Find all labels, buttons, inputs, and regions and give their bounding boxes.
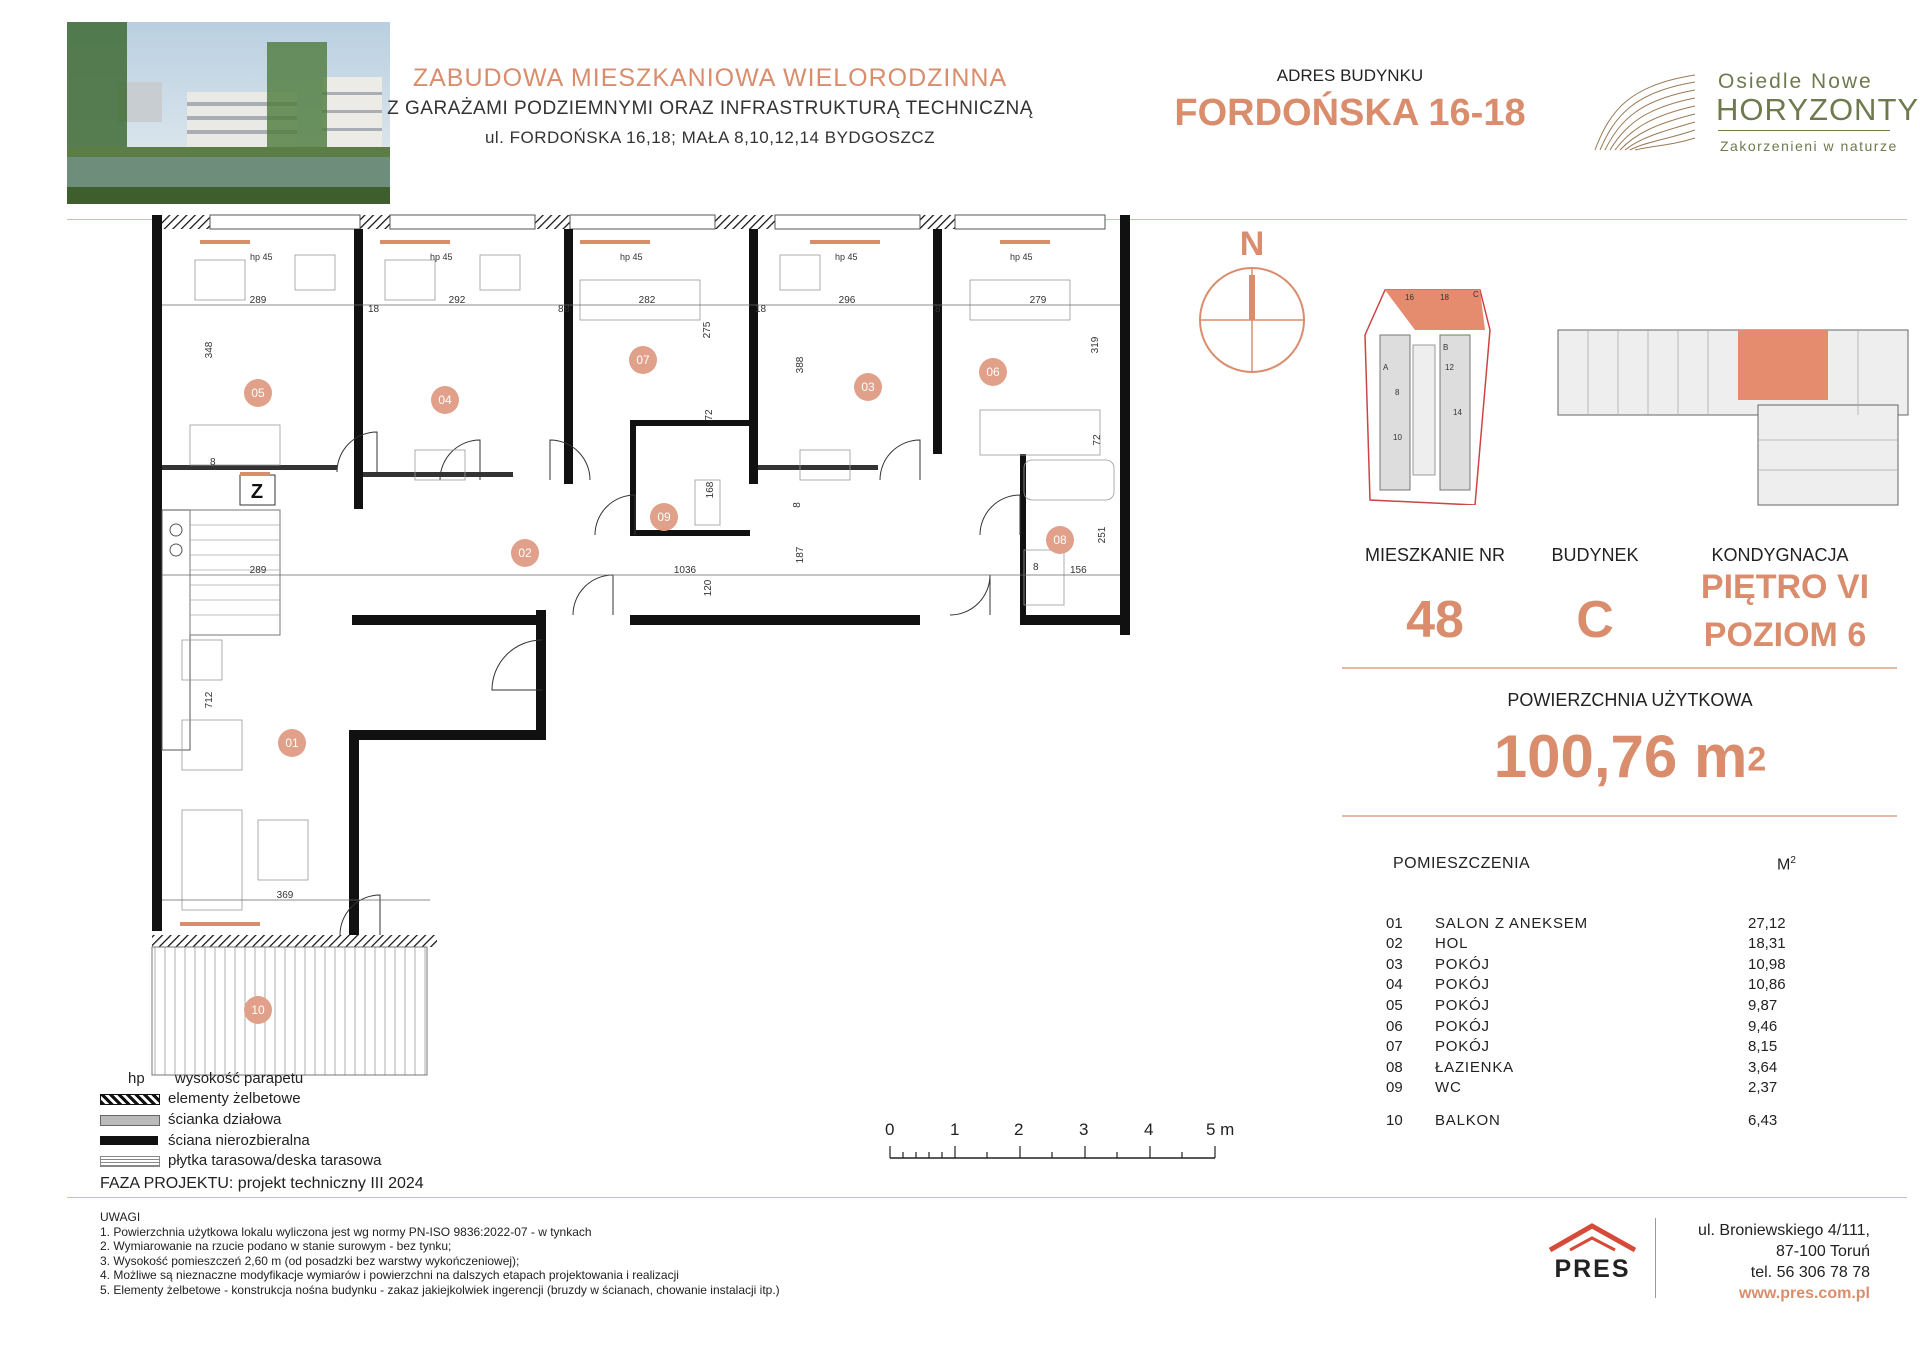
svg-text:hp 45: hp 45 [1010,252,1033,262]
svg-text:369: 369 [276,890,294,901]
scale-label: 3 [1079,1120,1089,1139]
notes-title: UWAGI [100,1210,141,1224]
svg-text:296: 296 [838,295,856,306]
svg-text:8: 8 [210,457,216,468]
entry-door [492,640,542,690]
svg-text:279: 279 [1029,295,1047,306]
svg-text:168: 168 [705,481,716,499]
area-unit-exponent: 2 [1747,740,1767,779]
wall-03-06 [933,229,942,454]
svg-text:C: C [1473,290,1479,299]
wall-05-bottom [162,465,337,470]
hob-burner-icon [170,544,182,556]
svg-text:09: 09 [657,510,671,524]
developer-name: PRES [1554,1255,1631,1283]
rooms-unit: $M^2$ [1777,855,1796,874]
room-row: 04 POKÓJ 10,86 [1386,976,1786,993]
svg-text:18: 18 [755,304,767,315]
svg-text:282: 282 [638,295,656,306]
floor-plan [140,210,1150,1170]
legend-hp-desc: wysokość parapetu [174,1070,304,1087]
svg-text:319: 319 [1090,336,1101,354]
stair-block [190,510,280,635]
legend-hp [128,1070,303,1087]
svg-text:hp 45: hp 45 [620,252,643,262]
project-location: ul. FORDOŃSKA 16,18; MAŁA 8,10,12,14 BYDGOSZCZ [484,128,936,147]
room-row: 10 BALKON 6,43 [1386,1112,1778,1129]
room-row: 06 POKÓJ 9,46 [1386,1018,1778,1035]
svg-text:01: 01 [285,736,299,750]
svg-text:04: 04 [438,393,452,407]
room-row: 03 POKÓJ 10,98 [1386,956,1786,973]
svg-text:8: 8 [792,502,803,508]
site-plan-map [1355,285,1495,505]
svg-text:hp 45: hp 45 [250,252,273,262]
svg-text:07: 07 [636,353,650,367]
svg-text:06: 06 [986,365,1000,379]
hall-vertical-wall [536,610,546,740]
logo-text-top: Osiedle Nowe [1718,70,1873,93]
wall-04-bottom [363,472,513,477]
svg-text:03: 03 [861,380,875,394]
legend-swatch-structural [100,1136,158,1145]
legend-swatch-deck [100,1156,160,1167]
svg-text:388: 388 [795,356,806,374]
right-outer-wall [1120,215,1130,635]
svg-text:A: A [1383,363,1389,372]
svg-text:18: 18 [368,304,380,315]
svg-text:05: 05 [251,386,265,400]
svg-text:187: 187 [795,546,806,564]
room-row: 08 ŁAZIENKA 3,64 [1386,1059,1778,1076]
hall-lower-wall-left [352,615,542,625]
building-floor-key-plan [1548,320,1918,510]
balcony-door [340,895,380,935]
hob-burner-icon [170,524,182,536]
door-03 [880,440,920,480]
svg-text:hp 45: hp 45 [835,252,858,262]
rooms-header: POMIESZCZENIA [1393,855,1531,872]
note-item: 2. Wymiarowanie na rzucie podano w stanie surowym - bez tynku; [100,1239,452,1253]
svg-text:18: 18 [1440,293,1449,302]
area-label: POWIERZCHNIA UŻYTKOWA [1507,690,1753,710]
svg-text:72: 72 [1092,434,1103,446]
svg-text:251: 251 [1097,526,1108,544]
window-06 [955,215,1105,229]
apartment-number: 48 [1406,591,1464,649]
door-08 [980,495,1020,535]
window-03 [775,215,920,229]
logo-text-main: HORYZONTY [1716,92,1920,127]
kitchen-counter [162,510,190,750]
address-label: ADRES BUDYNKU [1276,66,1424,85]
svg-text:8: 8 [935,304,941,315]
door-hall [573,575,613,615]
svg-text:10: 10 [1393,433,1402,442]
note-item: 3. Wysokość pomieszczeń 2,60 m (od posadzki bez warstwy wykończeniowej); [100,1253,520,1268]
scale-label: 2 [1014,1120,1024,1139]
apartment-number-label: MIESZKANIE NR [1364,545,1506,565]
scale-label: 5 m [1206,1120,1235,1139]
svg-text:1036: 1036 [673,565,697,576]
door-09 [595,495,635,535]
legend-swatch-concrete [100,1094,160,1105]
floor-label: KONDYGNACJA [1711,545,1849,565]
contact-website[interactable]: www.pres.com.pl [1739,1285,1870,1302]
room-row: 05 POKÓJ 9,87 [1386,997,1778,1014]
building-visualization-image [67,22,390,204]
door-bath [950,575,990,615]
svg-text:10: 10 [251,1003,265,1017]
area-divider [1342,815,1897,817]
logo-tagline: Zakorzenieni w naturze [1720,138,1898,154]
footer-divider [67,1197,1907,1198]
wall-07-03 [749,229,758,484]
svg-text:8: 8 [1033,562,1039,573]
area-number: 100,76 m [1493,723,1748,790]
project-phase: FAZA PROJEKTU: projekt techniczny III 2024 [100,1175,424,1192]
wc-top-wall [630,420,750,426]
scale-label: 0 [885,1120,895,1139]
svg-text:14: 14 [1453,408,1462,417]
balcony-deck [152,947,427,1075]
floor-value-1: PIĘTRO VI [1700,568,1870,606]
living-right-wall [349,730,359,946]
svg-text:712: 712 [204,691,215,709]
scale-bar [885,1140,1225,1170]
building-label: BUDYNEK [1551,545,1639,565]
window-07 [570,215,715,229]
svg-text:8: 8 [564,304,570,315]
svg-text:12: 12 [1445,363,1454,372]
room-row: 07 POKÓJ 8,15 [1386,1038,1778,1055]
notes [100,1210,780,1297]
note-item: 1. Powierzchnia użytkowa lokalu wyliczona jest wg normy PN-ISO 9836:2022-07 - w tynkach [100,1224,592,1239]
window-04 [390,215,535,229]
logo-divider [1718,130,1890,131]
note-item: 4. Możliwe są nieznaczne modyfikacje wymiarów i powierzchni na dalszych etapach projektowania i realizacji [100,1268,679,1282]
svg-text:8: 8 [558,304,564,315]
svg-text:292: 292 [448,295,466,306]
note-item: 5. Elementy żelbetowe - konstrukcja nośna budynku - zakaz jakiejkolwiek ingerencji (bruzdy w ścianach, chowanie instalacji itp.) [100,1282,780,1297]
svg-text:289: 289 [249,295,267,306]
room-row: 09 WC 2,37 [1386,1079,1778,1096]
svg-text:8: 8 [1395,388,1400,397]
info-divider [1342,667,1897,669]
osiedle-logo [1590,70,1700,155]
scale-label: 4 [1144,1120,1154,1139]
svg-text:289: 289 [249,565,267,576]
floor-value-2: POZIOM 6 [1703,616,1867,654]
logo-mark-icon [1590,70,1700,155]
hall-lower-wall-right [1020,615,1130,625]
svg-text:348: 348 [204,341,215,359]
wc-bottom-wall [630,530,750,536]
inner-corner-wall [359,730,539,740]
balcony-wall [152,935,437,947]
svg-text:N: N [1239,225,1265,263]
wall-05-04 [354,229,363,509]
scale-label: 1 [950,1120,960,1139]
window-05 [210,215,360,229]
svg-text:16: 16 [1405,293,1414,302]
svg-text:08: 08 [1053,533,1067,547]
area-value [1440,722,1820,791]
project-subtitle: Z GARAŻAMI PODZIEMNYMI ORAZ INFRASTRUKTURĄ TECHNICZNĄ [387,98,1033,119]
bath-left-wall [1020,454,1026,624]
wall-03-bottom [758,465,878,470]
hall-lower-wall-mid [630,615,920,625]
room-row: 02 HOL 18,31 [1386,935,1786,952]
room-row: 01 SALON Z ANEKSEM 27,12 [1386,915,1786,932]
contact-info [1620,1220,1870,1304]
compass [1195,225,1310,375]
svg-text:Z: Z [250,481,264,503]
contact-phone: tel. 56 306 78 78 [1750,1264,1870,1281]
project-title: ZABUDOWA MIESZKANIOWA WIELORODZINNA [412,64,1008,92]
contact-city: 87-100 Toruń [1776,1243,1870,1260]
svg-text:156: 156 [1070,565,1087,576]
building-value: C [1576,591,1614,649]
left-outer-wall [152,215,162,931]
contact-street: ul. Broniewskiego 4/111, [1698,1222,1870,1239]
svg-text:72: 72 [704,409,715,421]
legend-swatch-partition [100,1115,160,1126]
svg-text:275: 275 [702,321,713,339]
address-value: FORDOŃSKA 16-18 [1174,92,1526,134]
svg-text:B: B [1443,343,1449,352]
legend-hp-symbol: hp [128,1070,145,1087]
svg-text:02: 02 [518,546,532,560]
svg-text:hp 45: hp 45 [430,252,453,262]
svg-text:120: 120 [703,579,714,597]
